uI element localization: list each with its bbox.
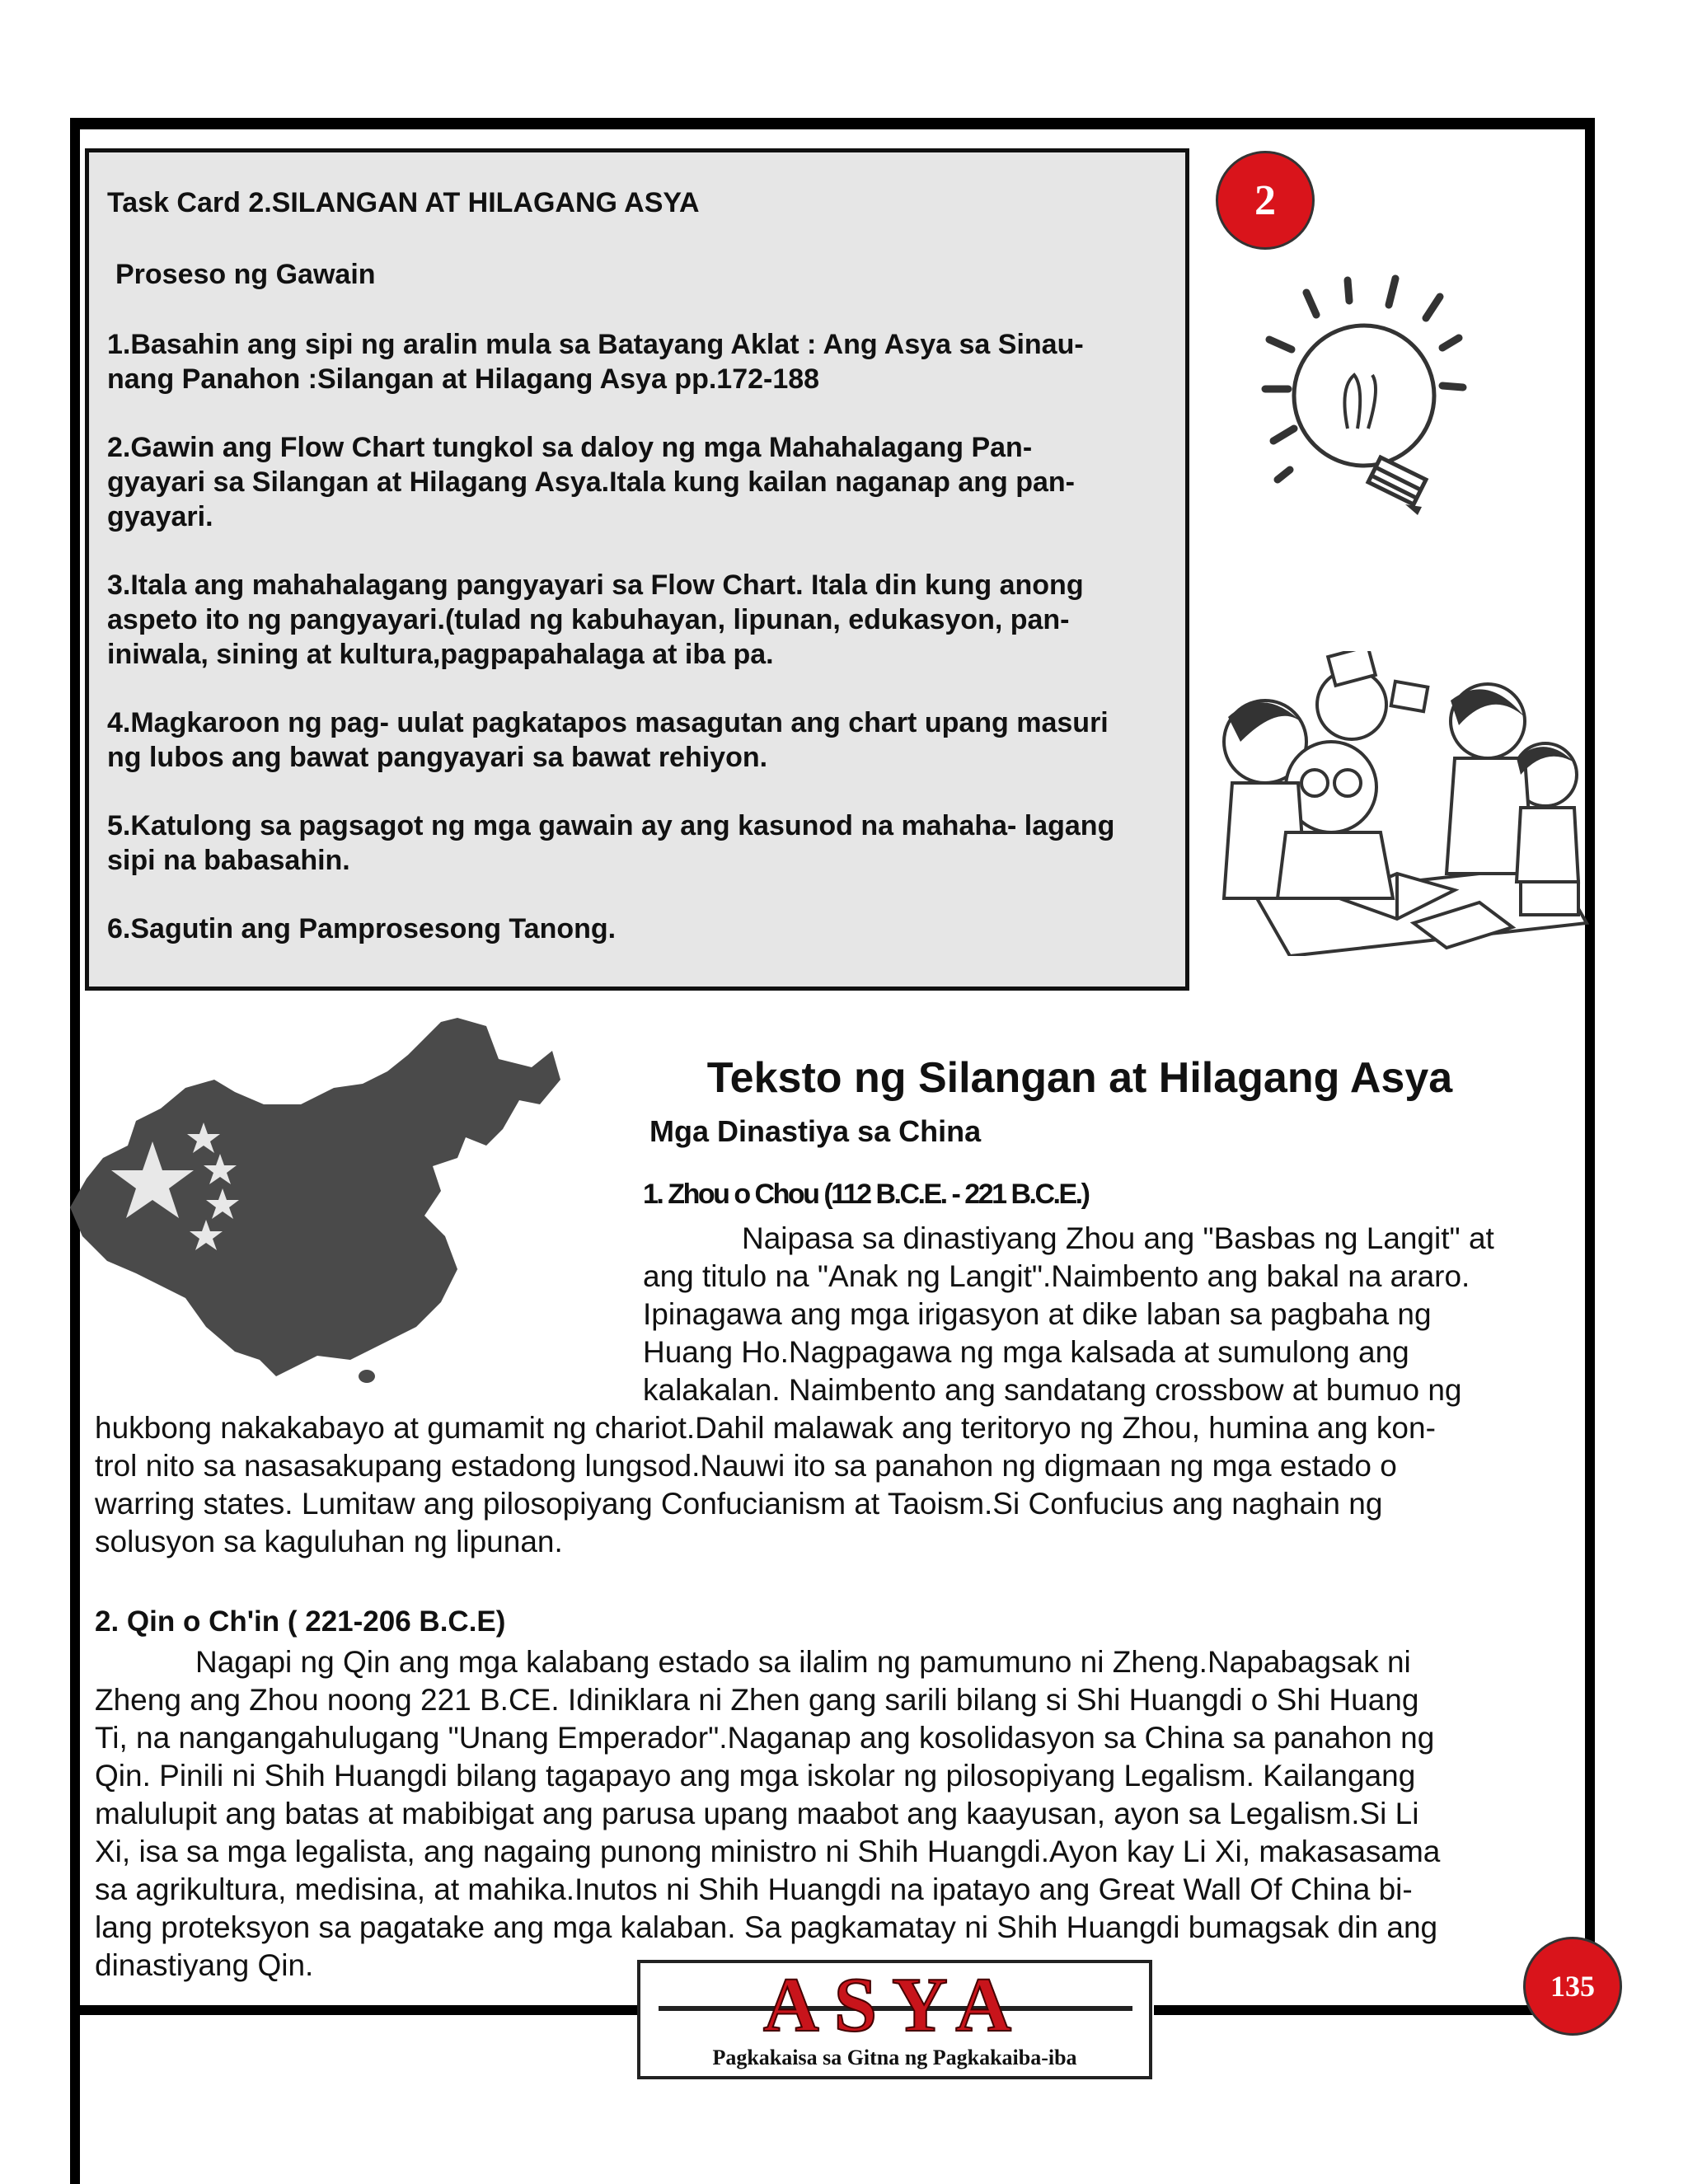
card-number-badge: 2 [1216, 151, 1315, 250]
section2-title: 2. Qin o Ch'in ( 221-206 B.C.E) [95, 1605, 506, 1638]
article-subtitle: Mga Dinastiya sa China [649, 1114, 982, 1148]
section1-line: Naipasa sa dinastiyang Zhou ang "Basbas ng Langit" at [742, 1221, 1494, 1255]
task-card [85, 148, 1189, 991]
section1-line: trol nito sa nasasakupang estadong lungsod.Nauwi ito sa panahon ng digmaan ng mga estado o [95, 1449, 1397, 1483]
asya-logo [637, 1960, 1152, 2079]
logo-tagline: Pagkakaisa sa Gitna ng Pagkakaiba-iba [712, 2046, 1077, 2069]
students-illustration [1207, 651, 1595, 956]
page-frame-right [1585, 118, 1595, 2013]
section2-line: Zheng ang Zhou noong 221 B.CE. Idiniklara ni Zhen gang sarili bilang si Shi Huangdi o Shi Huang [95, 1683, 1419, 1717]
section1-line: solusyon sa kaguluhan ng lipunan. [95, 1525, 563, 1558]
page-frame-bottom-left [70, 2005, 639, 2015]
task-step: 1.Basahin ang sipi ng aralin mula sa Batayang Aklat : Ang Asya sa Sinau- nang Panahon :Silangan at Hilagang Asya pp.172-188 [107, 329, 1084, 395]
section2-line: Xi, isa sa mga legalista, ang nagaing punong ministro ni Shih Huangdi.Ayon kay Li Xi, makasasama [95, 1835, 1441, 1868]
section2-line: dinastiyang Qin. [95, 1948, 314, 1982]
section2-line: sa agrikultura, medisina, at mahika.Inutos ni Shih Huangdi na ipatayo ang Great Wall Of China bi- [95, 1872, 1413, 1906]
page-number-badge: 135 [1523, 1937, 1622, 2036]
section2-line: Qin. Pinili ni Shih Huangdi bilang tagapayo ang mga iskolar ng pilosopiyang Legalism. Kailangang [95, 1759, 1416, 1793]
section2-line: malulupit ang batas at mabibigat ang parusa upang maabot ang kaayusan, ayon sa Legalism.Si Li [95, 1797, 1419, 1830]
logo-word: ASYA [762, 1962, 1027, 2048]
section1-line: ang titulo na "Anak ng Langit".Naimbento ang bakal na araro. [643, 1259, 1470, 1293]
section1-line: hukbong nakakabayo at gumamit ng chariot.Dahil malawak ang teritoryo ng Zhou, humina ang kon- [95, 1411, 1436, 1445]
task-step: 5.Katulong sa pagsagot ng mga gawain ay ang kasunod na mahaha- lagang sipi na babasahin. [107, 810, 1115, 876]
section1-line: warring states. Lumitaw ang pilosopiyang Confucianism at Taoism.Si Confucius ang naghain ng [95, 1487, 1383, 1521]
section1-title: 1. Zhou o Chou (112 B.C.E. - 221 B.C.E.) [643, 1179, 1089, 1210]
section1-line: Ipinagawa ang mga irigasyon at dike laban sa pagbaha ng [643, 1297, 1432, 1331]
task-step: 6.Sagutin ang Pamprosesong Tanong. [107, 913, 617, 944]
page-frame-top [70, 118, 1595, 129]
china-map-image [70, 1014, 565, 1385]
light-bulb-icon [1257, 264, 1488, 536]
task-step: 3.Itala ang mahahalagang pangyayari sa Flow Chart. Itala din kung anong aspeto ito ng pangyayari.(tulad ng kabuhayan, lipunan, edukasyon, pan- iniwala, sining at kultura,pagpapahalaga at iba pa. [107, 569, 1084, 670]
task-step: 4.Magkaroon ng pag- uulat pagkatapos masagutan ang chart upang masuri ng lubos ang bawat pangyayari sa bawat rehiyon. [107, 707, 1109, 773]
section2-line: lang proteksyon sa pagatake ang mga kalaban. Sa pagkamatay ni Shih Huangdi bumagsak din ang [95, 1910, 1438, 1944]
section2-line: Ti, na nangangahulugang "Unang Emperador".Naganap ang kosolidasyon sa China sa panahon ng [95, 1721, 1435, 1755]
article-title: Teksto ng Silangan at Hilagang Asya [706, 1054, 1453, 1102]
section1-line: kalakalan. Naimbento ang sandatang crossbow at bumuo ng [643, 1373, 1462, 1407]
task-card-title: Task Card 2.SILANGAN AT HILAGANG ASYA [107, 187, 700, 218]
section2-line: Nagapi ng Qin ang mga kalabang estado sa ilalim ng pamumuno ni Zheng.Napabagsak ni [195, 1645, 1411, 1679]
section1-line: Huang Ho.Nagpagawa ng mga kalsada at sumulong ang [643, 1335, 1409, 1369]
task-step: 2.Gawin ang Flow Chart tungkol sa daloy ng mga Mahahalagang Pan- gyayari sa Silangan at Hilagang Asya.Itala kung kailan naganap ang pan- gyayari. [107, 432, 1075, 532]
task-card-subtitle: Proseso ng Gawain [115, 259, 376, 290]
